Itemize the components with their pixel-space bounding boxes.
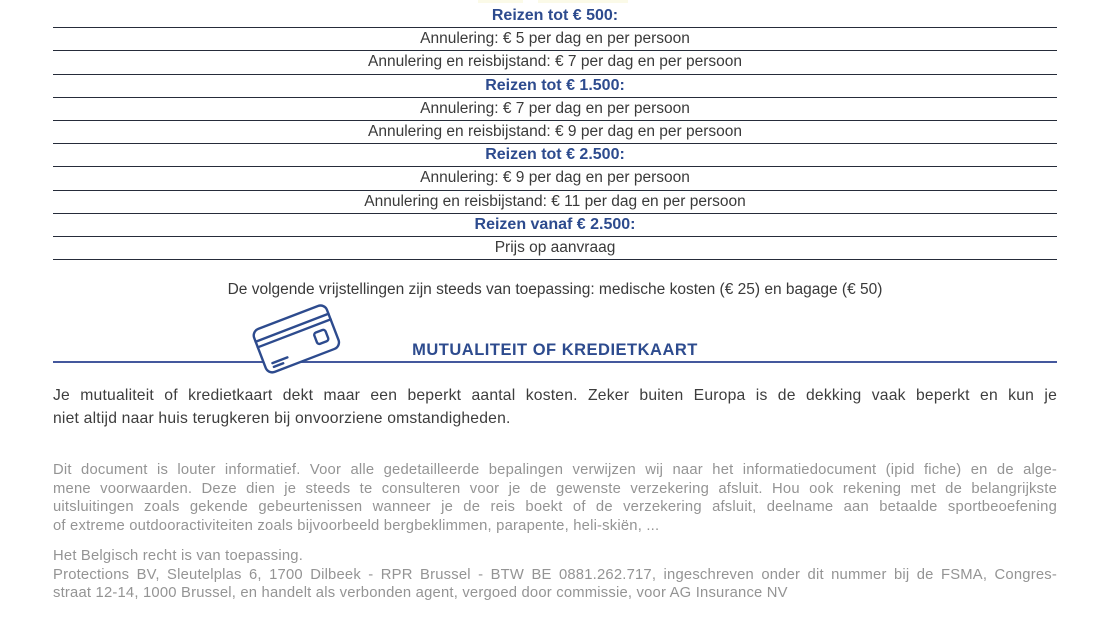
clipped-text-artifact bbox=[538, 0, 628, 3]
section-divider-rule bbox=[53, 361, 1057, 363]
pricing-table-row: Annulering: € 9 per dag en per persoon bbox=[53, 167, 1057, 190]
disclaimer-paragraph bbox=[53, 461, 1057, 535]
disclaimer-line: Dit document is louter informatief. Voor alle gedetailleerde bepalingen verwijzen wij naar het informatiedocument (ipid fiche) en de alge- bbox=[53, 462, 1057, 478]
legal-line: Het Belgisch recht is van toepassing. bbox=[53, 548, 304, 564]
pricing-table-row: Annulering en reisbijstand: € 11 per dag en per persoon bbox=[53, 191, 1057, 214]
credit-card-icon bbox=[250, 301, 342, 375]
intro-paragraph-line: niet altijd naar huis terugkeren bij onvoorziene omstandigheden. bbox=[53, 410, 511, 428]
legal-line: straat 12-14, 1000 Brussel, en handelt als verbonden agent, vergoed door commissie, voor AG Insurance NV bbox=[53, 585, 788, 602]
legal-line: Protections BV, Sleutelplas 6, 1700 Dilbeek - RPR Brussel - BTW BE 0881.262.717, ingeschreven onder dit nummer bij de FSMA, Congres- bbox=[53, 566, 1057, 583]
pricing-table-row: Reizen tot € 2.500: bbox=[53, 144, 1057, 167]
clipped-text-artifact bbox=[478, 0, 523, 3]
pricing-table-row: Annulering en reisbijstand: € 7 per dag en per persoon bbox=[53, 51, 1057, 74]
intro-paragraph bbox=[53, 384, 1057, 430]
exemptions-note: De volgende vrijstellingen zijn steeds van toepassing: medische kosten (€ 25) en bagage (€ 50) bbox=[227, 281, 883, 298]
disclaimer-line: uitsluitingen zoals gekende gebeurtenissen wanneer je de reis boekt of de verzekering afsluit, deelname aan betaalde sportbeoefening bbox=[53, 499, 1057, 516]
intro-paragraph-line: Je mutualiteit of kredietkaart dekt maar een beperkt aantal kosten. Zeker buiten Europa is de dekking vaak beperkt en kun je bbox=[53, 387, 1057, 404]
pricing-table-row: Reizen tot € 500: bbox=[53, 5, 1057, 28]
section-title: MUTUALITEIT OF KREDIETKAART bbox=[412, 341, 698, 359]
disclaimer-line: mene voorwaarden. Deze dien je steeds te consulteren voor je de gewenste verzekering afsluit. Hou ook rekening met de belangrijkste bbox=[53, 480, 1057, 497]
pricing-table-row: Reizen tot € 1.500: bbox=[53, 75, 1057, 98]
pricing-table-row: Prijs op aanvraag bbox=[53, 237, 1057, 260]
pricing-table-row: Annulering en reisbijstand: € 9 per dag en per persoon bbox=[53, 121, 1057, 144]
pricing-table-row: Annulering: € 7 per dag en per persoon bbox=[53, 98, 1057, 121]
legal-paragraph bbox=[53, 547, 1057, 603]
pricing-table-row: Reizen vanaf € 2.500: bbox=[53, 214, 1057, 237]
disclaimer-line: of extreme outdooractiviteiten zoals bijvoorbeeld bergbeklimmen, parapente, heli-skiën, ... bbox=[53, 517, 660, 534]
pricing-table-row: Annulering: € 5 per dag en per persoon bbox=[53, 28, 1057, 51]
pricing-table bbox=[53, 5, 1057, 260]
